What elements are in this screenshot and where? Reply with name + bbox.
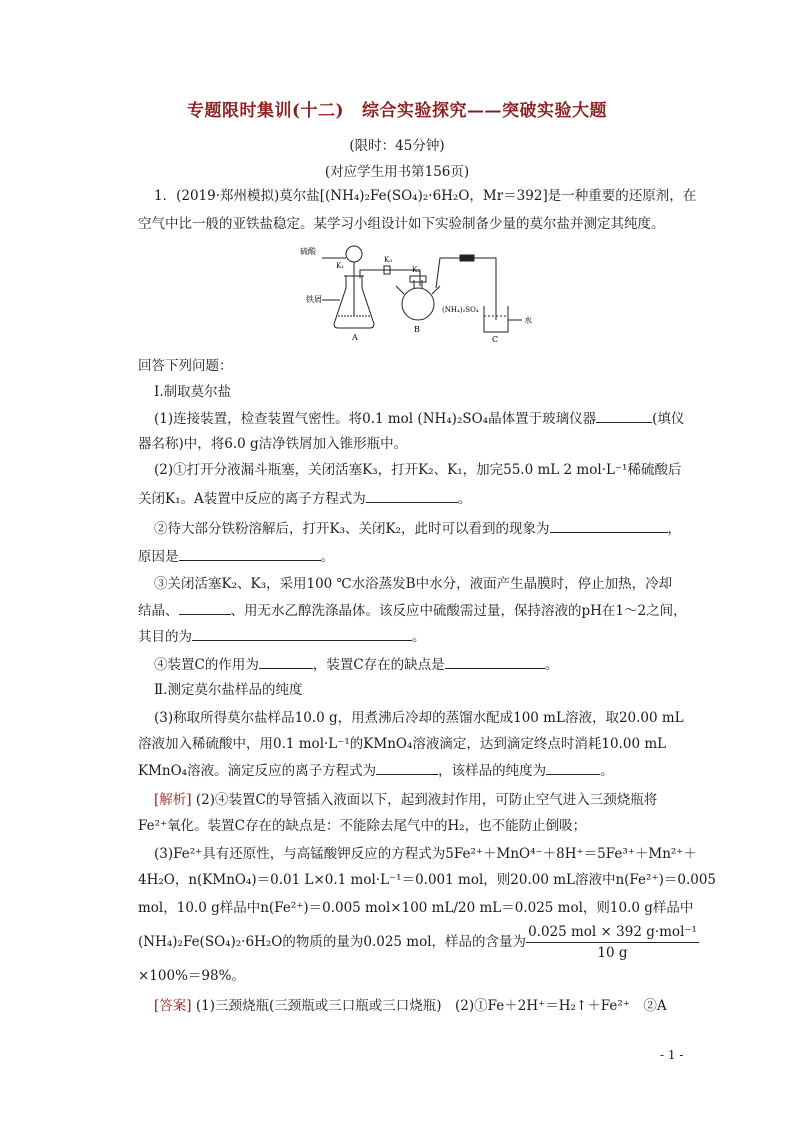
fraction-numerator: 0.025 mol × 392 g·mol⁻¹ [526, 922, 699, 943]
question-1-part-1-line-1: (1)连接装置，检查装置气密性。将0.1 mol (NH₄)₂SO₄晶体置于玻璃仪器 (填仪 [154, 408, 694, 429]
label-water: 水 [524, 316, 532, 325]
question-1-part-2-item-4: ④装置C的作用为 ，装置C存在的缺点是 。 [154, 654, 694, 675]
answer-prompt: 回答下列问题： [138, 358, 233, 374]
answer-blank[interactable] [179, 546, 321, 561]
apparatus-figure [300, 240, 540, 344]
question-1-part-2-line-1: (2)①打开分液漏斗瓶塞，关闭活塞K₃，打开K₂、K₁，加完55.0 mL 2 mol·L⁻¹稀硫酸后 [154, 462, 682, 478]
valve-k2 [410, 276, 426, 282]
answer-blank[interactable] [376, 760, 438, 775]
analysis-line-5: mol，10.0 g样品中n(Fe²⁺)＝0.005 mol×100 mL/20 mL＝0.025 mol，则10.0 g样品中 [138, 900, 694, 916]
page-number: - 1 - [660, 1048, 684, 1062]
question-1-line-1: 1．(2019·郑州模拟)莫尔盐[(NH₄)₂Fe(SO₄)₂·6H₂O，Mr＝392]是一种重要的还原剂，在 [154, 188, 697, 204]
analysis-line-7: ×100%＝98%。 [138, 968, 245, 984]
analysis-tag: [解析] [154, 792, 192, 808]
label-acid: 硫酸 [300, 247, 316, 256]
label-c: C [492, 335, 499, 344]
purity-fraction [526, 922, 699, 963]
question-1-line-2: 空气中比一般的亚铁盐稳定。某学习小组设计如下实验制备少量的莫尔盐并测定其纯度。 [138, 216, 665, 232]
question-1-part-2-line-2: 关闭K₁。A装置中反应的离子方程式为 。 [138, 488, 678, 509]
question-1-part-2-reason: 原因是 。 [138, 546, 678, 567]
fraction-denominator: 10 g [597, 945, 628, 961]
separatory-funnel [346, 246, 362, 262]
answer-blank[interactable] [550, 518, 668, 533]
label-b: B [414, 325, 420, 334]
question-1-part-3-line-1: (3)称取所得莫尔盐样品10.0 g，用煮沸后冷却的蒸馏水配成100 mL溶液，取20.00 mL [154, 710, 684, 726]
answer-tag: [答案] [154, 998, 192, 1014]
question-1-part-1-line-2: 器名称)中，将6.0 g洁净铁屑加入锥形瓶中。 [138, 436, 408, 452]
section-1-heading: Ⅰ.制取莫尔盐 [154, 384, 232, 400]
question-1-part-2-item-3: ③关闭活塞K₂、K₃，采用100 ℃水浴蒸发B中水分，液面产生晶膜时，停止加热，冷却 [154, 576, 673, 592]
page-title [0, 96, 794, 121]
analysis-line-3: (3)Fe²⁺具有还原性，与高锰酸钾反应的方程式为5Fe²⁺＋MnO⁴⁻＋8H⁺＝5Fe³⁺＋Mn²⁺＋ [154, 846, 697, 862]
label-iron: 铁屑 [306, 295, 322, 304]
analysis-line-4: 4H₂O，n(KMnO₄)＝0.01 L×0.1 mol·L⁻¹＝0.001 mol，则20.00 mL溶液中n(Fe²⁺)＝0.005 [138, 872, 717, 888]
question-1-part-2-item-3-cont: 结晶、 、用无水乙醇洗涤晶体。该反应中硫酸需过量，保持溶液的pH在1～2之间， [138, 600, 678, 621]
analysis-line-1: [解析] (2)④装置C的导管插入液面以下，起到液封作用，可防止空气进入三颈烧瓶将 [154, 792, 658, 808]
time-limit: (限时：45分钟) [349, 138, 445, 154]
answer-blank[interactable] [192, 626, 412, 641]
book-reference: (对应学生用书第156页) [324, 164, 470, 180]
title-part-2: 综合实验探究——突破实验大题 [362, 101, 608, 121]
answer-blank[interactable] [179, 600, 231, 615]
question-1-part-2-item-2: ②待大部分铁粉溶解后，打开K₃、关闭K₂，此时可以看到的现象为 ， [154, 518, 694, 539]
question-1-part-2-purpose: 其目的为 。 [138, 626, 678, 647]
answer-blank[interactable] [546, 760, 600, 775]
question-1-part-3-line-2: 溶液加入稀硫酸中，用0.1 mol·L⁻¹的KMnO₄溶液滴定，达到滴定终点时消耗10.00 mL [138, 736, 667, 752]
label-k1: K₁ [336, 262, 345, 270]
label-k3: K₃ [384, 256, 393, 264]
title-part-1: 专题限时集训(十二) [186, 101, 345, 121]
label-a: A [352, 333, 358, 342]
answer-blank[interactable] [445, 654, 545, 669]
label-k2: K₂ [412, 266, 421, 274]
analysis-line-6: (NH₄)₂Fe(SO₄)₂·6H₂O的物质的量为0.025 mol，样品的含量为 $\frac{\text{0.025 mol × 392 g·mol⁻¹}}{10 g}$ [138, 924, 697, 961]
section-2-heading: Ⅱ.测定莫尔盐样品的纯度 [154, 682, 303, 698]
answer-line: [答案] (1)三颈烧瓶(三颈瓶或三口瓶或三口烧瓶) (2)①Fe＋2H⁺＝H₂↑＋Fe²⁺ ②A [154, 998, 667, 1014]
answer-blank[interactable] [366, 488, 458, 503]
question-1-part-3-line-3: KMnO₄溶液。滴定反应的离子方程式为 ，该样品的纯度为 。 [138, 760, 678, 781]
answer-blank[interactable] [259, 654, 313, 669]
label-salt: (NH₄)₂SO₄ [442, 306, 479, 314]
analysis-line-2: Fe²⁺氧化。装置C存在的缺点是：不能除去尾气中的H₂，也不能防止倒吸； [138, 818, 587, 834]
three-neck-flask-b [402, 288, 434, 320]
answer-blank[interactable] [596, 408, 652, 423]
